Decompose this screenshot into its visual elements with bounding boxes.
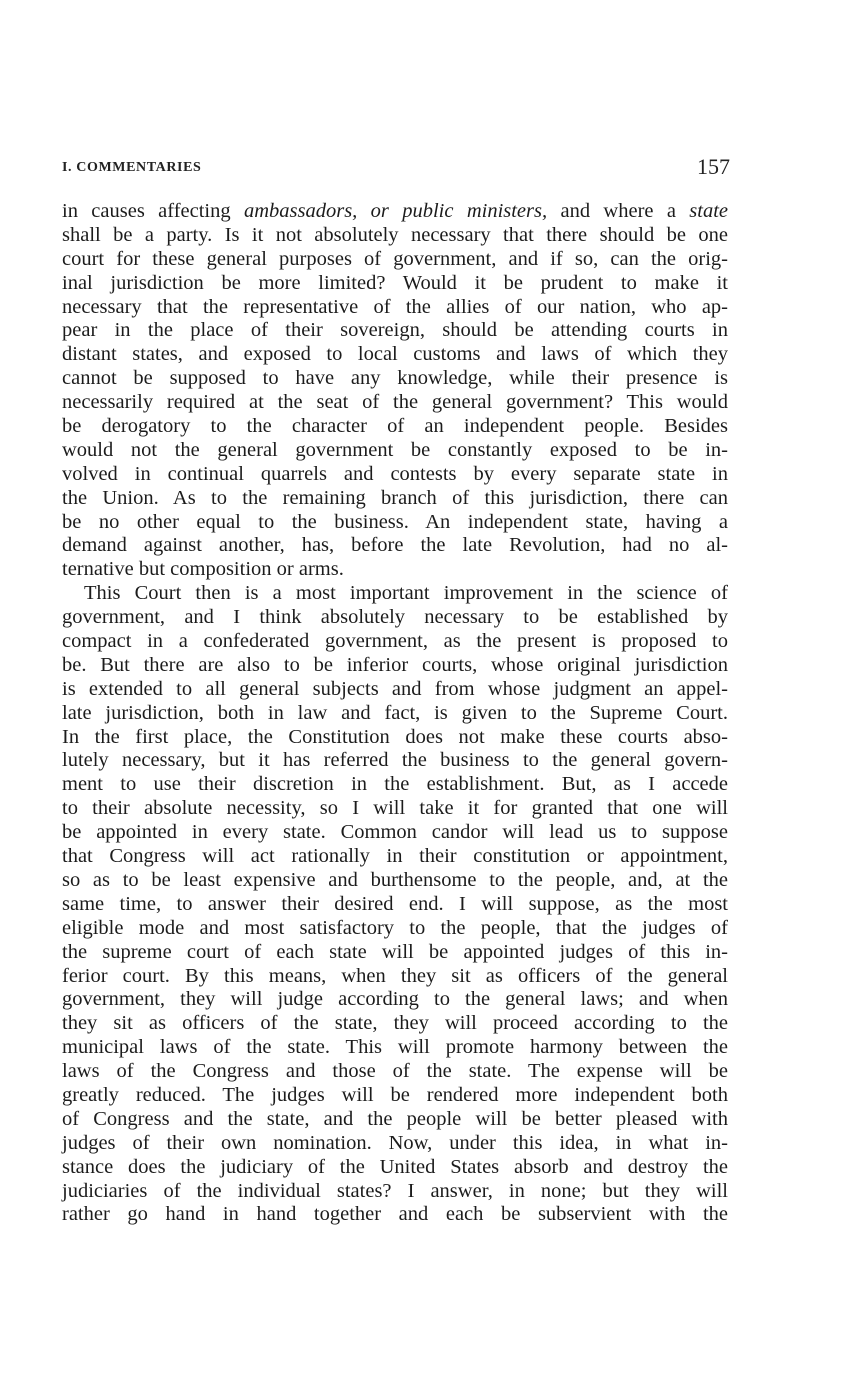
text-segment: In the first place, the Constitution does not make these courts abso- <box>62 725 728 748</box>
text-line <box>62 511 728 535</box>
text-segment: ment to use their discretion in the establishment. But, as I accede <box>62 773 728 796</box>
text-line <box>62 1108 728 1132</box>
text-line <box>62 582 728 606</box>
text-segment: inal jurisdiction be more limited? Would it be prudent to make it <box>62 271 728 294</box>
text-line <box>62 988 728 1012</box>
text-segment: they sit as officers of the state, they will proceed according to the <box>62 1012 728 1035</box>
text-segment: be no other equal to the business. An independent state, having a <box>62 510 728 533</box>
text-line <box>62 917 728 941</box>
text-segment: government, and I think absolutely necessary to be established by <box>62 606 728 629</box>
text-segment: ferior court. By this means, when they sit as officers of the general <box>62 964 728 987</box>
text-line <box>62 1132 728 1156</box>
text-line <box>62 1156 728 1180</box>
page-number: 157 <box>697 154 730 179</box>
text-line <box>62 367 728 391</box>
text-segment: rather go hand in hand together and each be subservient with the <box>62 1203 728 1226</box>
italic-text: ambassadors, or public ministers, <box>243 200 548 222</box>
text-segment: pear in the place of their sovereign, should be attending courts in <box>62 319 728 342</box>
text-segment: to their absolute necessity, so I will take it for granted that one will <box>62 797 728 820</box>
text-line <box>62 296 728 320</box>
text-segment: compact in a confederated government, as the present is proposed to <box>62 630 728 653</box>
text-line <box>62 200 728 224</box>
text-line <box>62 415 728 439</box>
text-line <box>62 439 728 463</box>
italic-text: state <box>689 200 729 222</box>
text-line <box>62 558 728 582</box>
text-line <box>62 224 728 248</box>
text-line <box>62 773 728 797</box>
text-segment: eligible mode and most satisfactory to the people, that the judges of <box>62 916 728 939</box>
text-line <box>62 749 728 773</box>
text-segment: ternative but composition or arms. <box>62 558 344 581</box>
text-line <box>62 1036 728 1060</box>
text-segment: same time, to answer their desired end. I will suppose, as the most <box>62 892 728 915</box>
text-line <box>62 869 728 893</box>
text-segment: This Court then is a most important improvement in the science of <box>84 582 728 605</box>
text-line <box>62 487 728 511</box>
text-segment: be derogatory to the character of an independent people. Besides <box>62 415 728 438</box>
text-line <box>62 965 728 989</box>
text-line <box>62 797 728 821</box>
text-segment: court for these general purposes of government, and if so, can the orig- <box>62 247 728 270</box>
section-label: I. COMMENTARIES <box>62 160 202 175</box>
text-segment: necessary that the representative of the allies of our nation, who ap- <box>62 295 728 318</box>
text-line <box>62 343 728 367</box>
text-segment: lutely necessary, but it has referred the business to the general govern- <box>62 749 728 772</box>
text-line <box>62 1060 728 1084</box>
text-segment: government, they will judge according to the general laws; and when <box>62 988 728 1011</box>
text-segment: volved in continual quarrels and contests by every separate state in <box>62 462 728 485</box>
text-segment: would not the general government be constantly exposed to be in- <box>62 438 728 461</box>
text-line <box>62 1180 728 1204</box>
text-segment: in causes affecting <box>62 200 244 222</box>
text-line <box>62 1203 728 1227</box>
text-line <box>62 893 728 917</box>
text-segment: shall be a party. Is it not absolutely necessary that there should be one <box>62 223 728 246</box>
text-segment: so as to be least expensive and burthensome to the people, and, at the <box>62 868 728 891</box>
text-line <box>62 1084 728 1108</box>
text-segment: is extended to all general subjects and from whose judgment an appel- <box>62 677 728 700</box>
text-line <box>62 821 728 845</box>
text-segment: municipal laws of the state. This will promote harmony between the <box>62 1036 728 1059</box>
text-segment: late jurisdiction, both in law and fact, is given to the Supreme Court. <box>62 701 728 724</box>
text-line <box>62 630 728 654</box>
body-text <box>62 200 728 1227</box>
text-line <box>62 726 728 750</box>
text-line <box>62 845 728 869</box>
text-segment: of Congress and the state, and the people will be better pleased with <box>62 1107 728 1130</box>
text-line <box>62 606 728 630</box>
text-line <box>62 319 728 343</box>
text-line <box>62 391 728 415</box>
text-line <box>62 941 728 965</box>
text-segment: the supreme court of each state will be appointed judges of this in- <box>62 940 728 963</box>
text-segment: stance does the judiciary of the United States absorb and destroy the <box>62 1155 728 1178</box>
text-line <box>62 463 728 487</box>
text-segment: judiciaries of the individual states? I answer, in none; but they will <box>62 1179 728 1202</box>
text-segment: laws of the Congress and those of the state. The expense will be <box>62 1060 728 1083</box>
text-line <box>62 702 728 726</box>
text-segment: that Congress will act rationally in their constitution or appointment, <box>62 845 728 868</box>
text-line <box>62 1012 728 1036</box>
text-segment: demand against another, has, before the late Revolution, had no al- <box>62 534 728 557</box>
text-segment: be. But there are also to be inferior courts, whose original jurisdiction <box>62 653 728 676</box>
text-segment: cannot be supposed to have any knowledge, while their presence is <box>62 367 728 390</box>
text-line <box>62 534 728 558</box>
running-head <box>62 152 730 186</box>
text-segment: necessarily required at the seat of the general government? This would <box>62 391 728 414</box>
text-line <box>62 678 728 702</box>
text-line <box>62 654 728 678</box>
text-segment: distant states, and exposed to local customs and laws of which they <box>62 343 728 366</box>
text-segment: be appointed in every state. Common candor will lead us to suppose <box>62 821 728 844</box>
text-segment: and where a <box>547 200 690 222</box>
text-segment: greatly reduced. The judges will be rendered more independent both <box>62 1083 728 1106</box>
text-line <box>62 248 728 272</box>
text-segment: the Union. As to the remaining branch of this jurisdiction, there can <box>62 486 728 509</box>
text-segment: judges of their own nomination. Now, under this idea, in what in- <box>62 1131 728 1154</box>
text-line <box>62 272 728 296</box>
